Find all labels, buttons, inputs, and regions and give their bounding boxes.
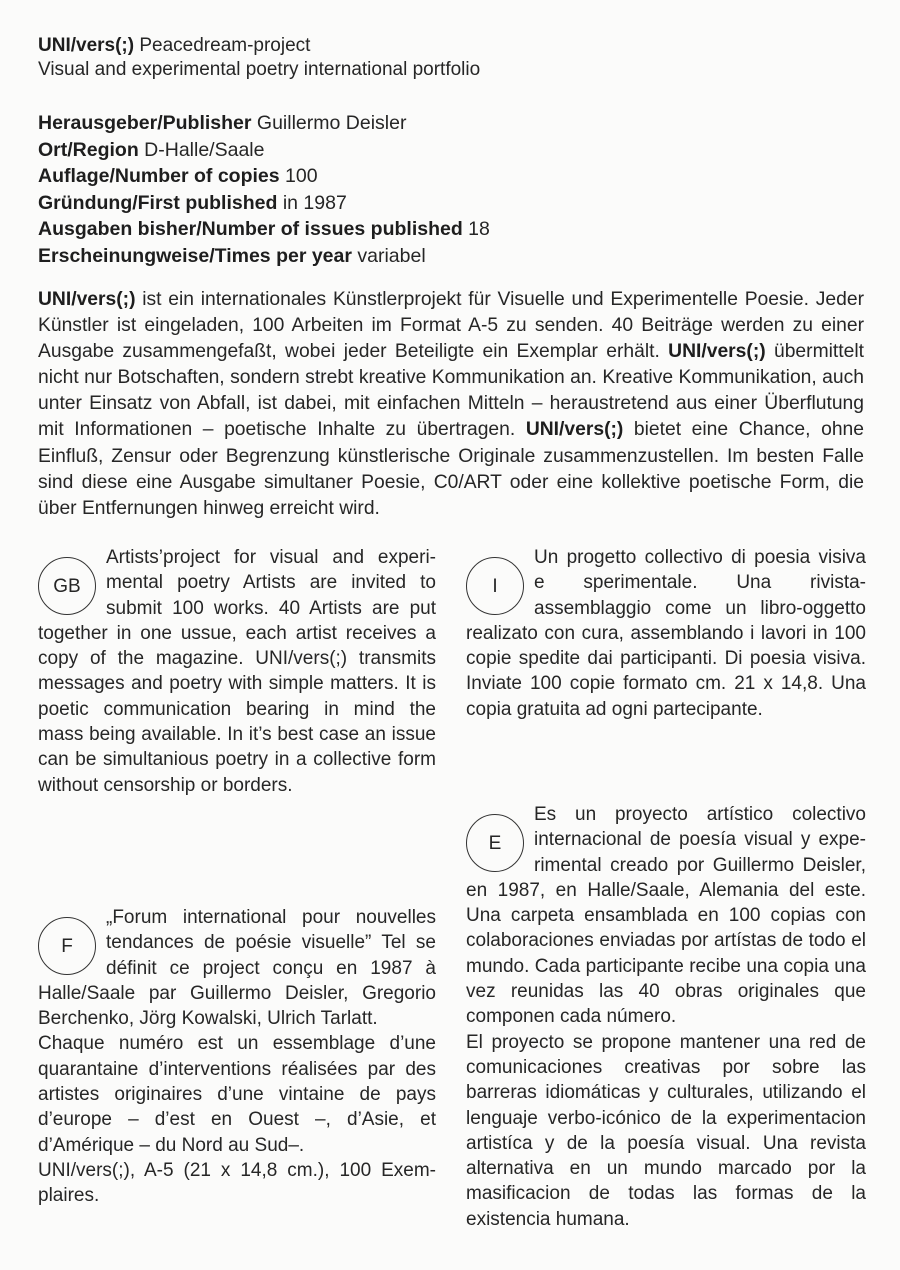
page-title (38, 34, 878, 58)
section-english (38, 545, 436, 798)
intro-text: bietet eine Chance, ohne Einfluß, Zensur oder Begrenzung künstlerische Originale zusammenzustellen. Im besten Falle sind diese eine Ausgabe simultaner Poesie, C0/ART oder eine kollektive poetische Form, die über Entfernungen hinweg erreicht wird. (38, 419, 864, 519)
section-text: El proyecto se propone mantener una red de comunicaciones creativas por sobre las barreras idiomáticas y culturales, utilizando el lenguaje verbo-icónico de la experimentacion artistíca y de la poesía visual. Una revista alternativa en un mundo marcado por la masificacion de todas las formas de la existencia humana. (466, 1031, 866, 1230)
meta-label: Gründung/First published (38, 191, 278, 214)
intro-paragraph-de (38, 287, 864, 522)
meta-issues (38, 216, 878, 243)
meta-value: in 1987 (277, 191, 347, 214)
title-rest: Peacedream-project (134, 35, 311, 56)
meta-founded (38, 190, 878, 217)
intro-text: ist ein internationales Künstlerprojekt für Visuelle und Experimentelle Poesie. Jeder Künstler ist eingeladen, 100 Arbeiten im Format A-5 zu senden. 40 Beiträge werden zu einer Ausgabe zusammengefaßt, wobei jeder Beteiligte ein Exemplar erhält. (38, 289, 864, 363)
title-brand: UNI/vers(;) (38, 35, 135, 56)
section-spanish (466, 802, 866, 1232)
intro-text: übermittelt nicht nur Botschaften, sondern strebt kreative Kommunikation an. Kreative Kommunikation, auch unter Einsatz von Abfall, ist dabei, mit einfachen Mitteln – heraustretend aus einer Überflutung mit Informationen – poetische Inhalte zu übertragen. (38, 341, 864, 441)
publication-meta (38, 110, 878, 269)
language-badge-e: E (466, 814, 524, 872)
brand-name: UNI/vers(;) (525, 419, 624, 441)
meta-frequency (38, 243, 878, 270)
section-text: UNI/vers(;), A-5 (21 x 14,8 cm.), 100 Exemplaires. (38, 1159, 436, 1207)
language-badge-gb: GB (38, 557, 96, 615)
meta-copies (38, 163, 878, 190)
meta-value: 18 (462, 218, 490, 240)
meta-value: 100 (279, 165, 318, 187)
brand-name: UNI/vers(;) (668, 341, 766, 363)
section-text: Chaque numéro est un essemblage d’une quarantaine d’interventions réalisées par des artistes originaires d’une vintaine de pays d’europe – d’est en Ouest –, d’Asie, et d’Amérique – du Nord au Sud–. (38, 1033, 436, 1156)
meta-value: Guillermo Deisler (251, 112, 407, 134)
meta-value: D-Halle/Saale (138, 138, 265, 161)
meta-publisher (38, 110, 878, 137)
section-text: Es un proyecto artístico colectivo internacional de poesía visual y experimental creado por Guillermo Deisler, en 1987, en Halle/Saale, Alemania del este. Una carpeta ensamblada en 100 copias con colaboraciones enviadas por artístas de todo el mundo. Cada participante recibe una copia una vez reunidas las 40 obras originales que componen cada número. (466, 804, 866, 1028)
section-italian (466, 545, 866, 722)
section-text: Un progetto collectivo di poesia visiva e sperimentale. Una rivista-assemblaggio come un libro-oggetto realizato con cura, assemblando i lavori in 100 copie spedite dai participanti. Di poesia visiva. Inviate 100 copie formato cm. 21 x 14,8. Una copia gratuita ad ogni partecipante. (466, 547, 866, 720)
section-french (38, 905, 436, 1209)
meta-label: Erscheinungweise/Times per year (38, 244, 352, 267)
page-subtitle: Visual and experimental poetry international portfolio (38, 59, 481, 80)
meta-label: Auflage/Number of copies (38, 165, 280, 187)
meta-region (38, 137, 878, 164)
section-text: „Forum international pour nouvelles tendances de poésie visuelle” Tel se définit ce project conçu en 1987 à Halle/Saale par Guillermo Deisler, Gregorio Berchenko, Jörg Kowalski, Ulrich Tarlatt. (38, 907, 436, 1030)
meta-label: Ort/Region (38, 138, 139, 161)
meta-value: variabel (351, 244, 426, 267)
language-badge-f: F (38, 917, 96, 975)
meta-label: Ausgaben bisher/Number of issues published (38, 218, 463, 240)
brand-name: UNI/vers(;) (38, 289, 136, 310)
meta-label: Herausgeber/Publisher (38, 112, 252, 134)
language-badge-i: I (466, 557, 524, 615)
section-text: Artists’project for visual and experimental poetry Artists are invited to submit 100 works. 40 Artists are put together in one ussue, each artist receives a copy of the magazine. UNI/vers(;) transmits messages and poetry with simple matters. It is poetic communication bearing in mind the mass being available. In it’s best case an issue can be simultanious poetry in a collective form without censorship or borders. (38, 547, 436, 796)
header (38, 34, 878, 82)
